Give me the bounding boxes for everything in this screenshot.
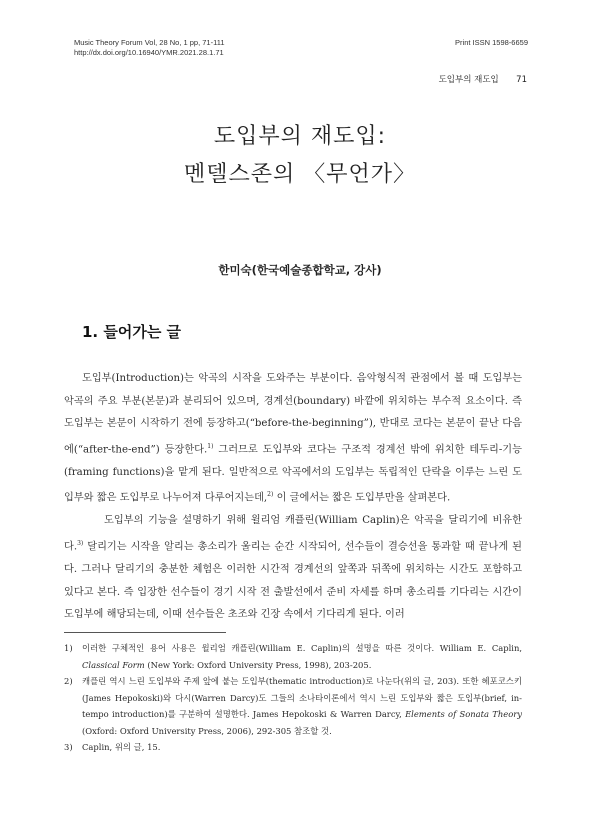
book-title: Elements of Sonata Theory [405,709,522,719]
paragraph [64,510,522,626]
footnote-number: 3) [64,742,73,752]
footnote-text: 캐플린 역시 느린 도입부와 주제 앞에 붙는 도입부(thematic introduction)로 나눈다(위의 글, 203). 또한 헤포코스키(James Hepokoski)와 다시(Warren Darcy)도 그들의 소나타이론에서 역시 느린 도입부와 짧은 도입부(brief, in-tempo introduction)를 구분하여 설명한다. James Hepokoski & Warren Darcy, Elements of Sonata Theory (Oxford: Oxford University Press, 2006), 292-305 참조할 것. [82,676,522,736]
book-title: Classical Form [82,659,145,670]
paragraph-text: 달리기는 시작을 알리는 총소리가 울리는 순간 시작되어, 선수들이 결승선을 통과할 때 끝나게 된다. 그러나 달리기의 충분한 체험은 이러한 시간적 경계선의 앞쪽과 뒤쪽에 위치하는 시간도 포함하고 있다고 본다. 즉 입장한 선수들이 경기 시작 전 출발선에서 준비 자세를 하며 총소리를 기다리는 시간이 도입부에 해당되는데, 이때 선수들은 초조와 긴장 속에서 기다리게 된다. 이러 [64,541,522,621]
running-header [380,73,527,85]
issn: Print ISSN 1598-6659 [455,38,528,47]
footnote [64,640,522,673]
journal-citation: Music Theory Forum Vol, 28 No, 1 pp, 71-111 [74,38,225,47]
doi-link[interactable]: http://dx.doi.org/10.16940/YMR.2021.28.1.71 [74,48,224,57]
footnote-text: 이러한 구체적인 용어 사용은 윌리엄 캐플린(William E. Caplin)의 설명을 따른 것이다. William E. Caplin, Classical Form (New York: Oxford University Press, 1998), 203-205. [82,643,522,670]
footnotes [64,640,522,756]
paragraph-text: 도입부(Introduction)는 악곡의 시작을 도와주는 부분이다. 음악형식적 관점에서 볼 때 도입부는 악곡의 주요 부분(본문)과 분리되어 있으며, 경계선(boundary) 바깥에 위치하는 부수적 요소이다. 즉 도입부는 본문이 시작하기 전에 등장하고(“before-the-beginning”), 반대로 코다는 본문이 끝난 다음에(“after-the-end”) 등장한다. [64,373,522,456]
footnote [64,739,522,756]
paragraph [64,368,522,510]
paragraph-text: 이 글에서는 짧은 도입부만을 살펴본다. [273,492,451,504]
footnote-ref[interactable]: 3) [77,539,84,547]
running-title: 도입부의 재도입 [438,75,499,85]
section-heading: 1. 들어가는 글 [82,323,182,341]
footnote-divider [64,632,226,633]
footnote-ref[interactable]: 1) [207,442,214,450]
article-title-line2: 멘델스존의 〈무언가〉 [183,162,416,187]
page-number: 71 [516,75,527,85]
article-title-line1: 도입부의 재도입: [213,124,387,149]
paragraph-text: 도입부의 기능을 설명하기 위해 윌리엄 캐플린(William Caplin)은 악곡을 달리기에 비유한다. [64,515,522,553]
footnote-ref[interactable]: 2) [267,491,274,499]
paragraph-text: 그러므로 도입부와 코다는 구조적 경계선 밖에 위치한 테두리-기능(framing functions)을 맡게 된다. 일반적으로 악곡에서의 도입부는 독립적인 단락을 이루는 느린 도입부와 짧은 도입부로 나누어져 다루어지는데, [64,444,522,504]
footnote-number: 1) [64,643,73,653]
footnote-number: 2) [64,676,73,686]
footnote [64,673,522,739]
body-text [64,368,522,627]
author-affiliation: 한미숙(한국예술종합학교, 강사) [218,263,382,277]
footnote-text: Caplin, 위의 글, 15. [82,742,161,752]
